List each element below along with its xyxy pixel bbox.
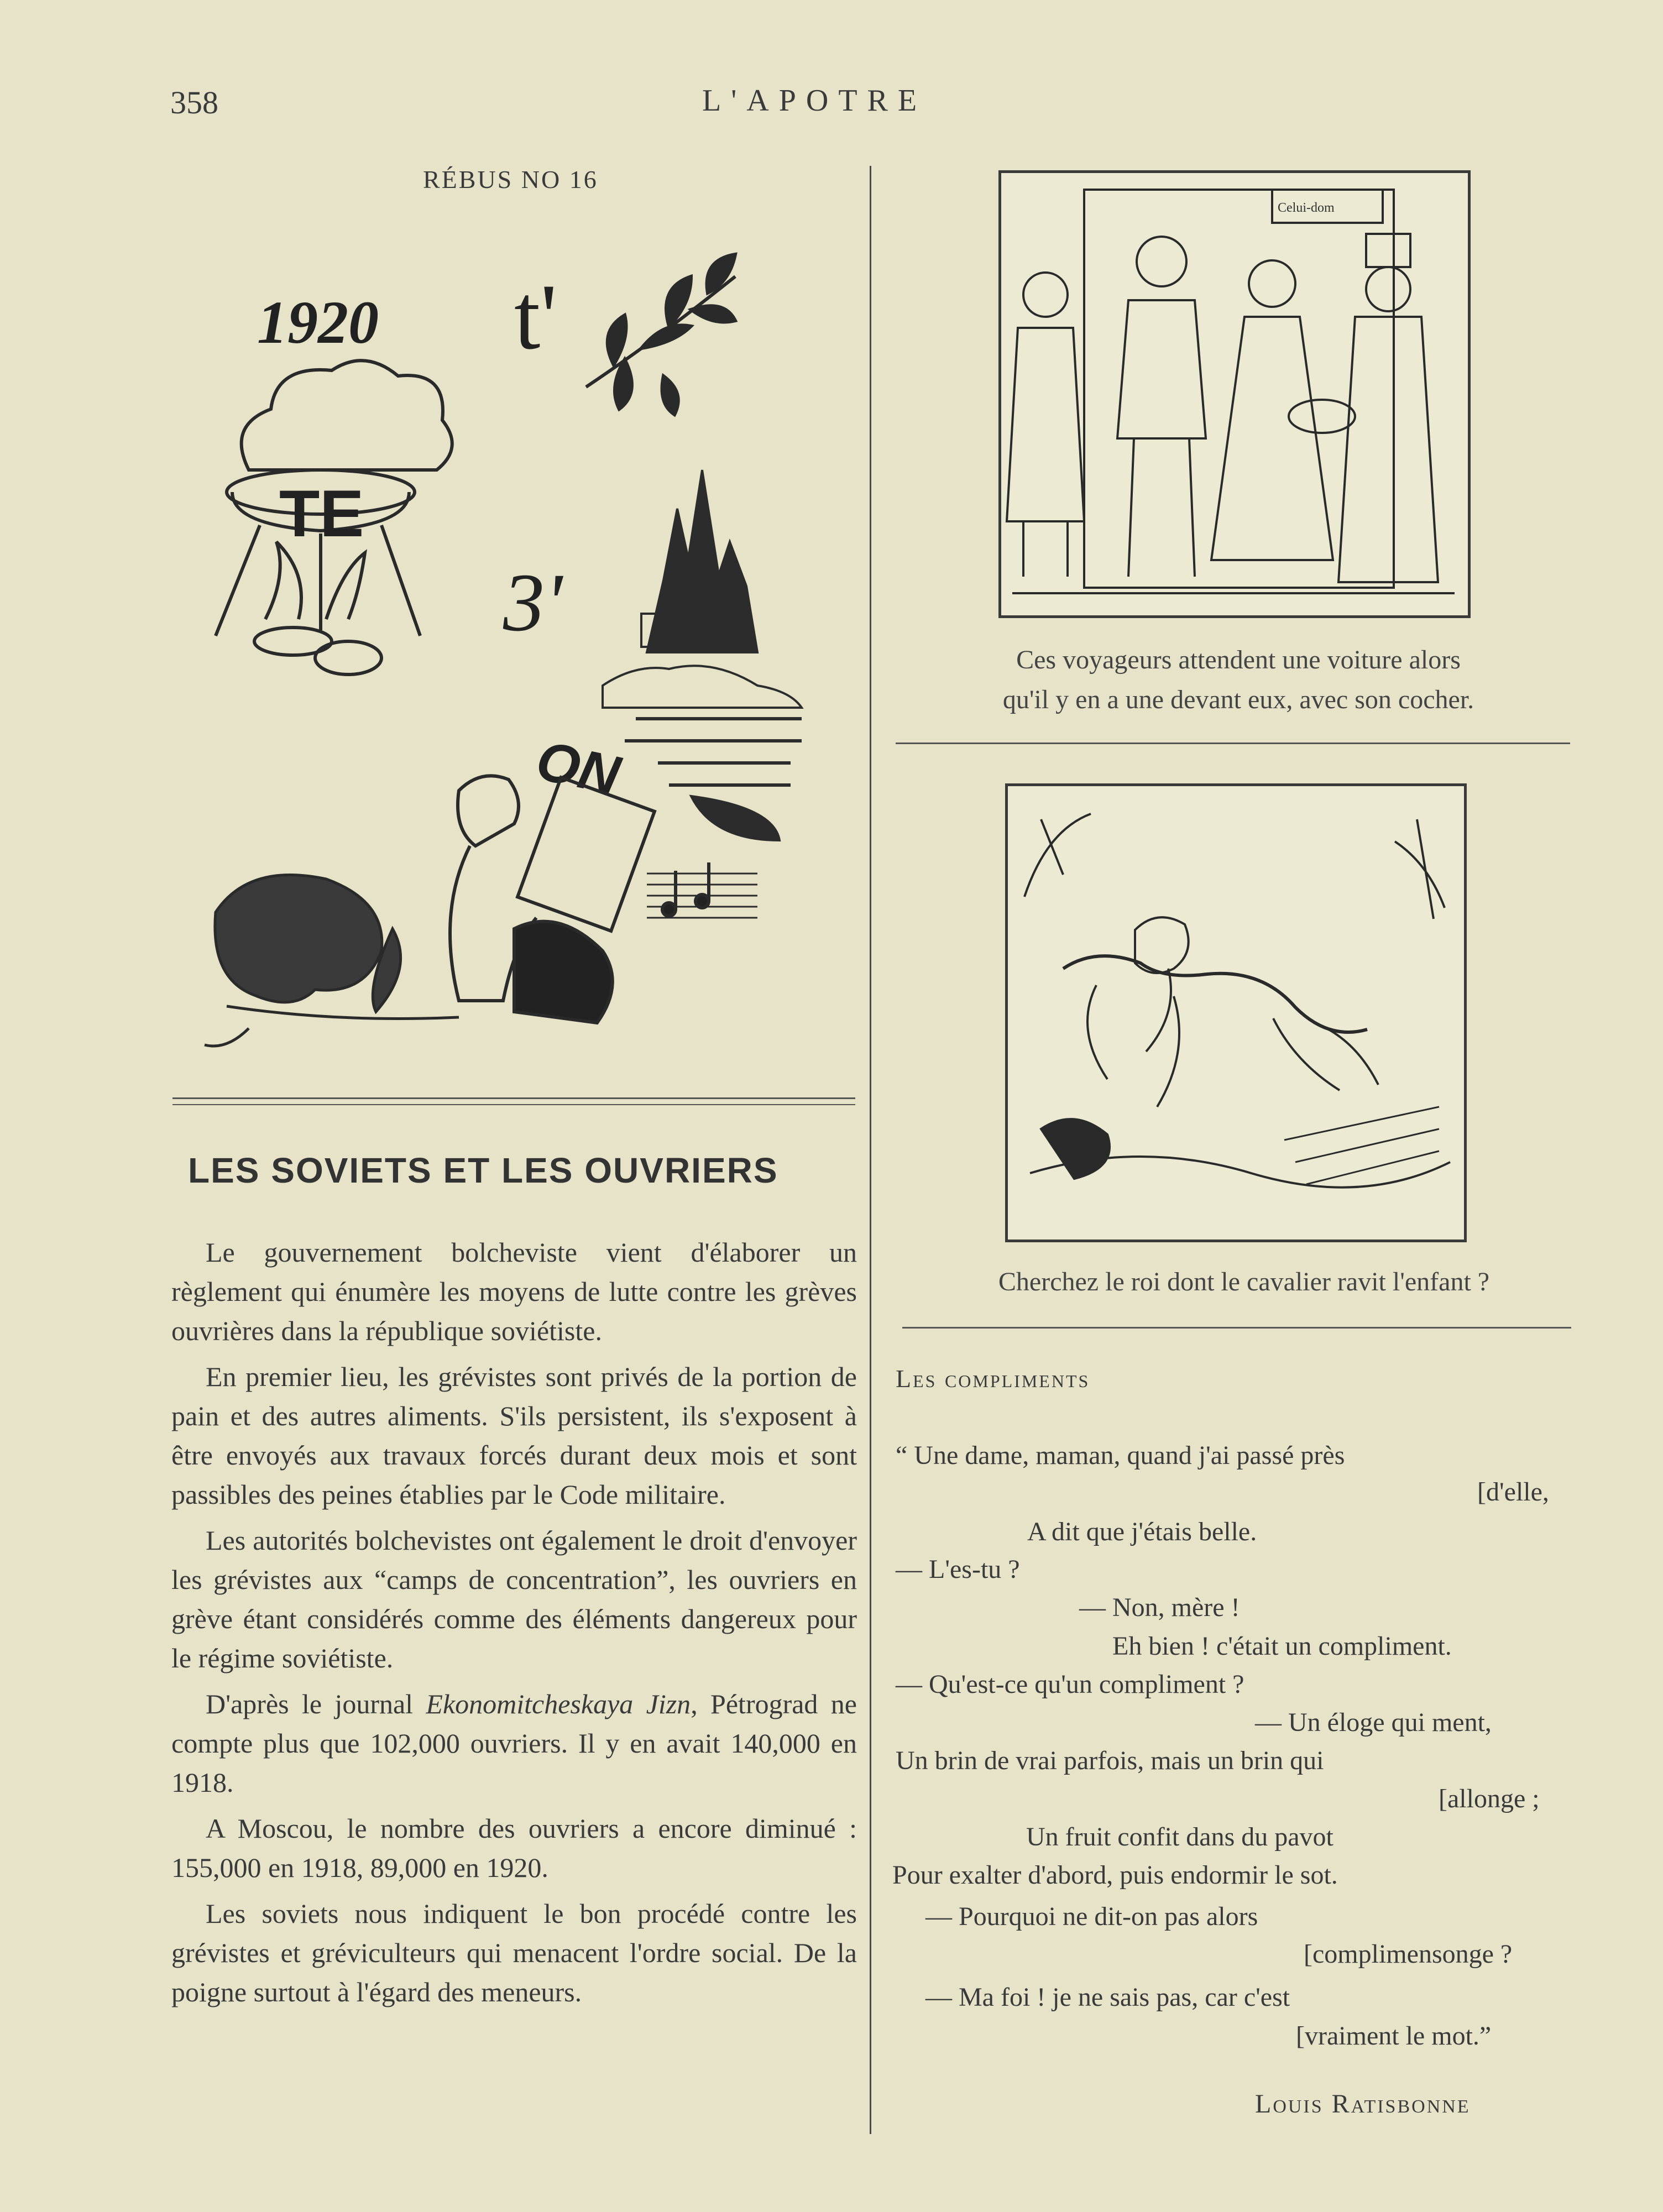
article-title: LES SOVIETS ET LES OUVRIERS	[188, 1151, 778, 1190]
separator-2	[902, 1327, 1571, 1329]
rebus-illustration	[182, 232, 835, 1073]
column-divider	[870, 166, 871, 2134]
separator-1	[896, 742, 1570, 744]
article-body	[171, 1233, 857, 2018]
rebus-year: 1920	[257, 289, 379, 356]
article-text: D'après le journal	[206, 1688, 426, 1719]
poem-line: Pour exalter d'abord, puis endormir le sot.	[892, 1860, 1338, 1890]
rider-illustration	[1005, 783, 1467, 1242]
poem-line: — L'es-tu ?	[896, 1555, 1020, 1584]
sign-text: Celui-dom	[1278, 201, 1335, 215]
article-paragraph: Les soviets nous indiquent le bon procédé contre les grévistes et gréviculteurs qui menacent l'ordre social. De la poigne surtout à l'égard des meneurs.	[171, 1898, 857, 2007]
holly-branch-icon	[586, 254, 735, 415]
travellers-caption-line1: Ces voyageurs attendent une voiture alors	[1016, 645, 1461, 674]
poem-line: A dit que j'étais belle.	[1027, 1517, 1257, 1546]
rebus-rule-top	[172, 1097, 855, 1099]
poem-author: Louis Ratisbonne	[1255, 2089, 1471, 2119]
rebus-title: RÉBUS NO 16	[423, 165, 598, 194]
travellers-illustration	[998, 170, 1471, 618]
poem-line: Un brin de vrai parfois, mais un brin qui	[896, 1746, 1324, 1775]
running-title: L'APOTRE	[702, 83, 927, 118]
poem-line: [allonge ;	[1439, 1784, 1540, 1813]
poem-line: [d'elle,	[1477, 1477, 1549, 1507]
rebus-three: 3'	[503, 557, 563, 649]
poem-line: “ Une dame, maman, quand j'ai passé près	[896, 1441, 1345, 1470]
bear-icon	[205, 875, 459, 1047]
poem-line: [vraiment le mot.”	[1296, 2021, 1492, 2051]
poem-line: Un fruit confit dans du pavot	[1026, 1822, 1333, 1852]
article-paragraph-journal	[171, 1685, 857, 1802]
article-paragraph: Le gouvernement bolcheviste vient d'élaborer un règlement qui énumère les moyens de lutte contre les grèves ouvrières dans la république soviétiste.	[171, 1237, 857, 1346]
article-paragraph: Les autorités bolchevistes ont également le droit d'envoyer les grévistes aux “camps de concentration”, les ouvriers en grève étant considérés comme des éléments dangereux pour le régime soviétiste.	[171, 1525, 857, 1674]
rebus-t: t'	[514, 265, 557, 369]
rebus-on: ON	[531, 729, 625, 807]
rebus-rule-bottom	[172, 1104, 855, 1105]
poem-line: — Un éloge qui ment,	[1255, 1708, 1492, 1737]
poem-line: — Non, mère !	[1079, 1593, 1240, 1622]
poem-line: Eh bien ! c'était un compliment.	[1112, 1631, 1452, 1661]
rider-caption: Cherchez le roi dont le cavalier ravit l'enfant ?	[998, 1267, 1490, 1296]
poem-line: — Qu'est-ce qu'un compliment ?	[896, 1670, 1244, 1699]
article-paragraph: A Moscou, le nombre des ouvriers a encore diminué : 155,000 en 1918, 89,000 en 1920.	[171, 1813, 857, 1883]
landscape-icon	[603, 470, 802, 840]
rebus-te: TE	[279, 477, 364, 551]
poem-line: — Pourquoi ne dit-on pas alors	[925, 1902, 1258, 1931]
article-text: , Pétrograd ne compte plus que 102,000 ouvriers. Il y en avait 140,000 en 1918.	[171, 1688, 857, 1798]
journal-name: Ekonomitcheskaya Jizn	[426, 1688, 691, 1719]
poem-line: — Ma foi ! je ne sais pas, car c'est	[925, 1983, 1290, 2012]
travellers-caption-line2: qu'il y en a une devant eux, avec son cocher.	[1002, 685, 1474, 714]
poem-title: Les compliments	[896, 1364, 1090, 1393]
page-number: 358	[170, 85, 218, 121]
article-paragraph: En premier lieu, les grévistes sont privés de la portion de pain et des autres aliments. S'ils persistent, ils s'exposent à être envoyés aux travaux forcés durant deux mois et sont passibles des peines établies par le Code militaire.	[171, 1361, 857, 1510]
poem-line: [complimensonge ?	[1304, 1939, 1513, 1969]
